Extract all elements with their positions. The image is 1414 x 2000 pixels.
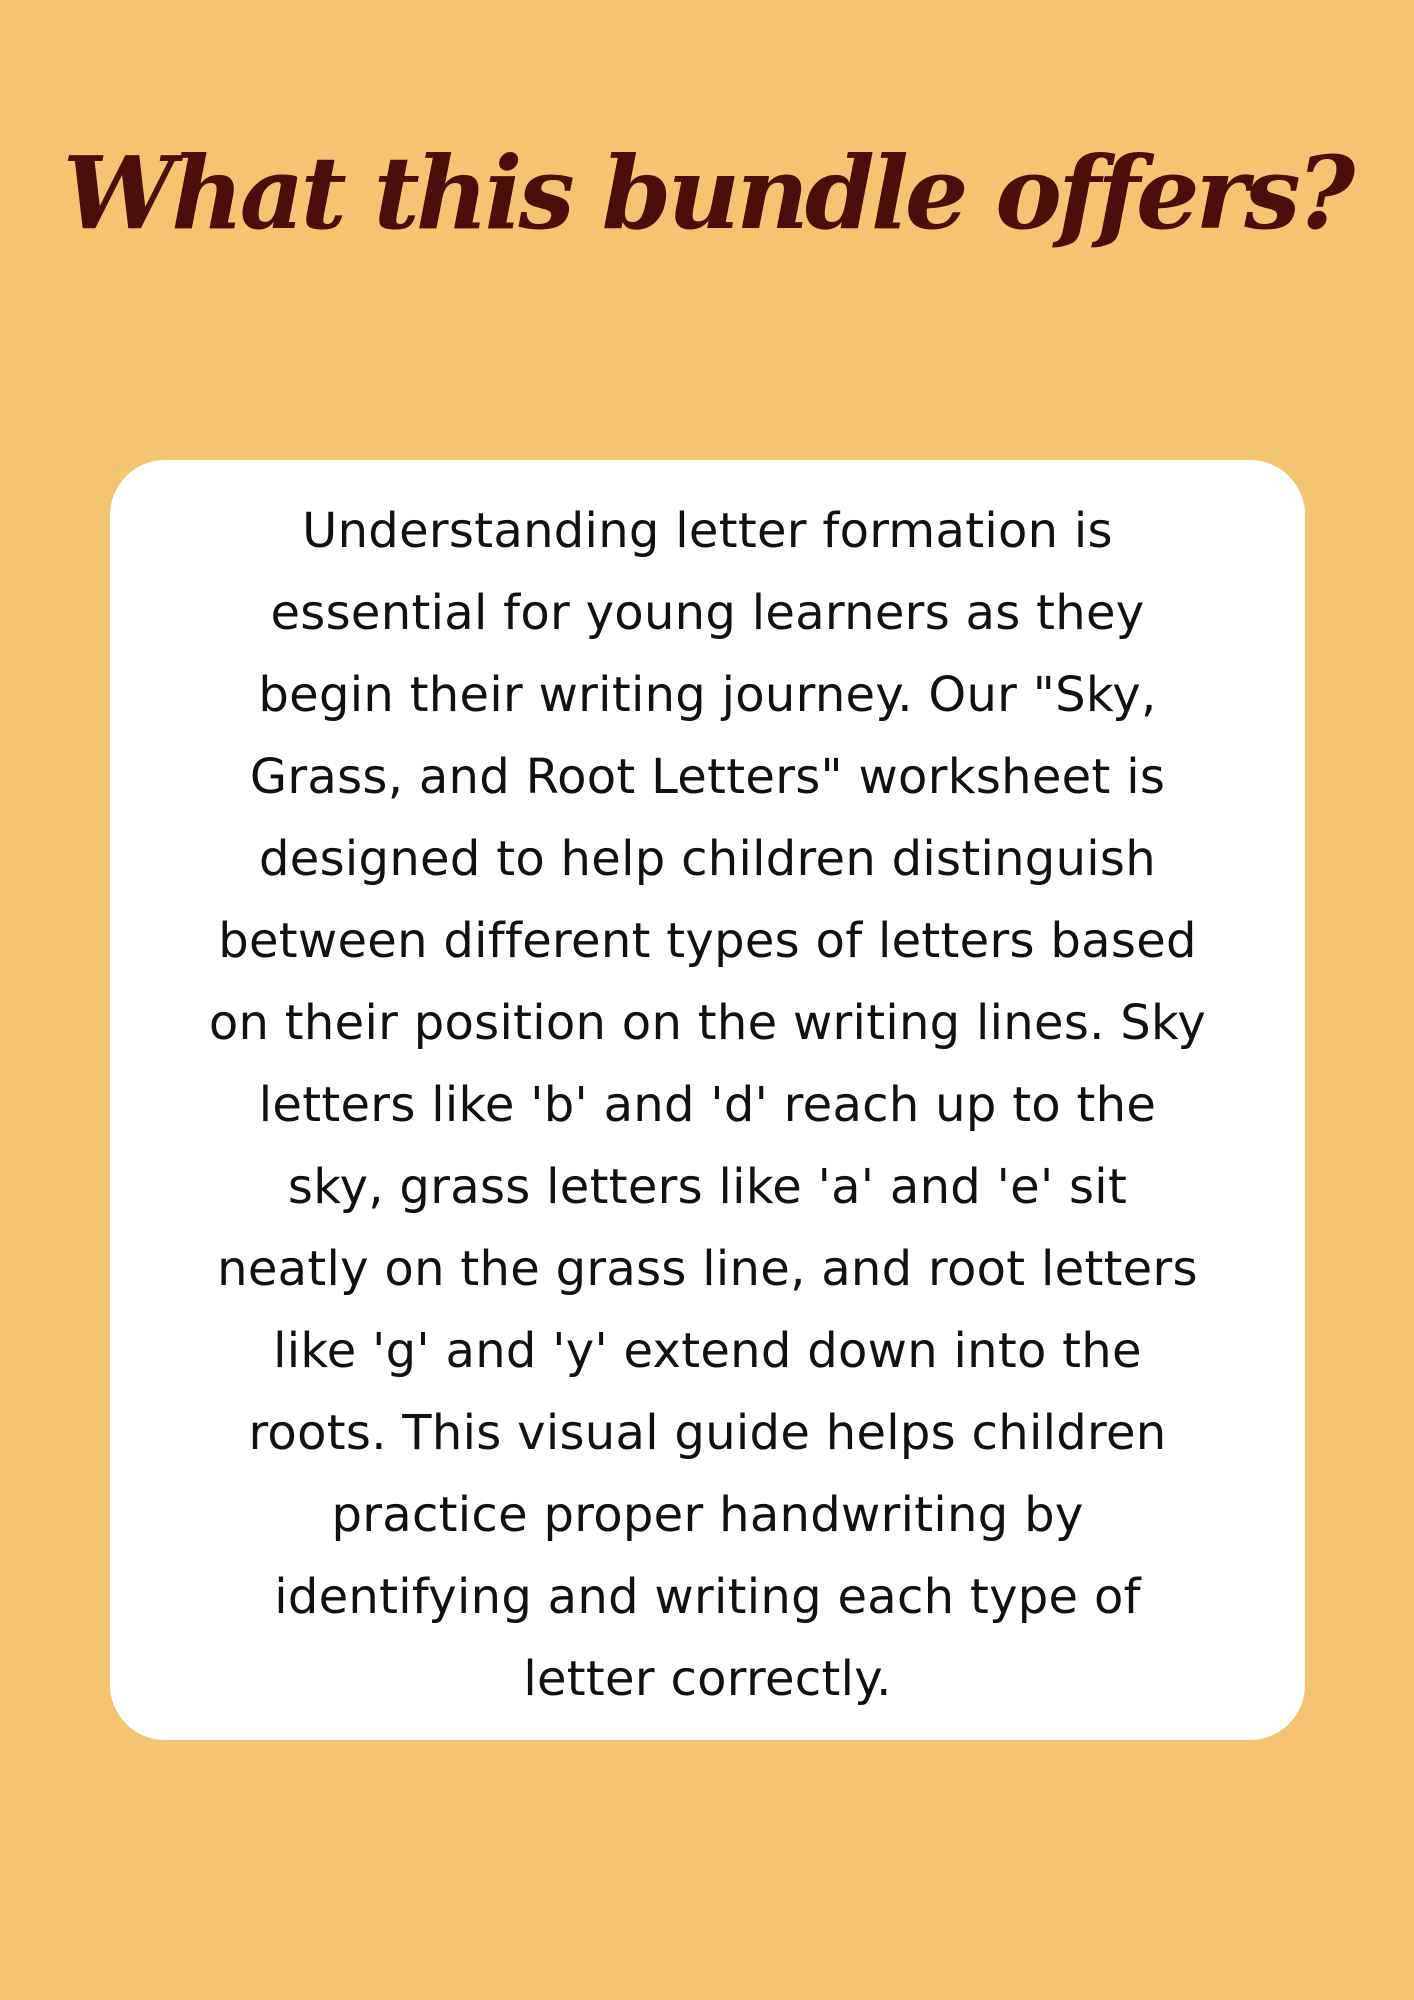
description-line: Understanding letter formation is <box>302 503 1113 559</box>
page-title: What this bundle offers? <box>62 134 1352 252</box>
description-line: Grass, and Root Letters" worksheet is <box>249 749 1166 805</box>
description-line: roots. This visual guide helps children <box>248 1405 1167 1461</box>
description-text <box>150 490 1265 1720</box>
description-line: on their position on the writing lines. Sky <box>208 995 1207 1051</box>
description-line: letter correctly. <box>523 1651 892 1707</box>
description-line: neatly on the grass line, and root letters <box>217 1241 1198 1297</box>
description-line: practice proper handwriting by <box>331 1487 1084 1543</box>
description-line: like 'g' and 'y' extend down into the <box>273 1323 1142 1379</box>
description-line: letters like 'b' and 'd' reach up to the <box>258 1077 1157 1133</box>
description-card <box>110 460 1305 1740</box>
description-line: begin their writing journey. Our "Sky, <box>258 667 1157 723</box>
description-line: between different types of letters based <box>218 913 1197 969</box>
description-line: identifying and writing each type of <box>274 1569 1141 1625</box>
description-line: designed to help children distinguish <box>259 831 1156 887</box>
description-line: essential for young learners as they <box>270 585 1145 641</box>
description-line: sky, grass letters like 'a' and 'e' sit <box>287 1159 1128 1215</box>
